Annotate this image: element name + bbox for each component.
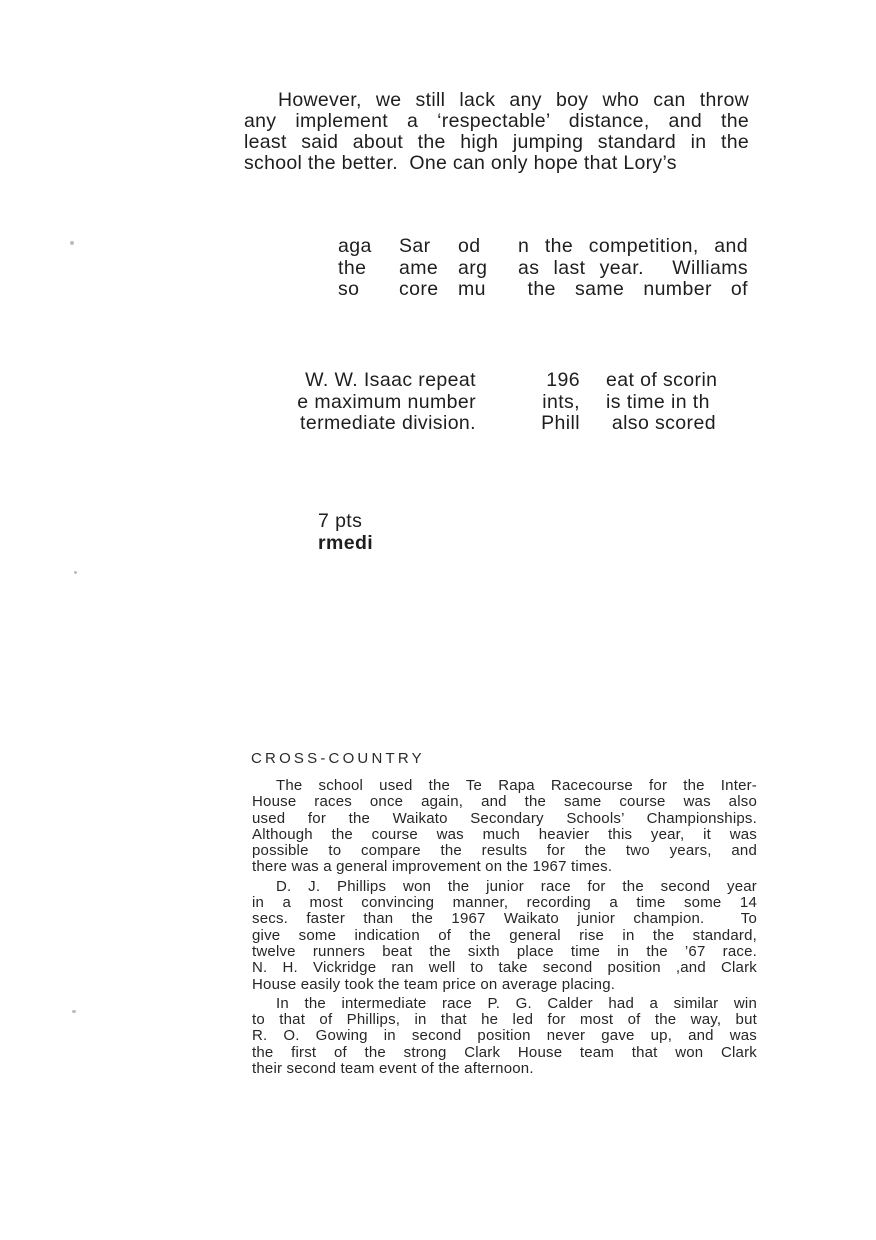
- text-line: R. O. Gowing in second position never gave up, and was: [252, 1027, 757, 1045]
- intro-paragraph: [244, 90, 749, 174]
- fragment-text: 7 pts: [318, 510, 363, 532]
- intro-line: However, we still lack any boy who can throw: [278, 89, 749, 111]
- paragraph: [252, 778, 757, 876]
- text-line: House easily took the team price on average placing.: [252, 975, 616, 993]
- text-line: there was a general improvement on the 1967 times.: [252, 858, 613, 876]
- fragment-column: [338, 236, 372, 301]
- fragment-text: ame: [399, 256, 439, 279]
- fragment-text: as last year. Williams: [518, 256, 748, 279]
- fragment-column: [458, 236, 487, 301]
- text-line: the first of the strong Clark House team that won Clark: [252, 1043, 757, 1061]
- text-line: give some indication of the general rise in the standard,: [252, 926, 757, 944]
- scan-speck: [70, 241, 74, 245]
- text-line: used for the Waikato Secondary Schools’ Championships.: [252, 809, 757, 827]
- fragment-column: [606, 370, 717, 435]
- fragment-text: aga: [338, 235, 372, 257]
- text-line: D. J. Phillips won the junior race for the second year: [276, 877, 757, 895]
- cross-country-body: [252, 778, 757, 1080]
- fragment-text: the same number of: [518, 278, 748, 300]
- fragment-column: [518, 236, 748, 301]
- fragment-text: termediate division.: [300, 412, 476, 434]
- fragment-text: Sar: [399, 235, 431, 257]
- fragment-column: [399, 236, 439, 301]
- paragraph: [252, 879, 757, 993]
- fragment-text: arg: [458, 256, 488, 279]
- fragment-text: rmedi: [318, 531, 374, 554]
- text-line: The school used the Te Rapa Racecourse for the Inter-: [276, 777, 757, 794]
- text-line: In the intermediate race P. G. Calder had a similar win: [276, 994, 757, 1012]
- fragment-text: e maximum number: [297, 390, 476, 413]
- paragraph: [252, 996, 757, 1077]
- text-line: possible to compare the results for the two years, and: [252, 842, 757, 860]
- fragment-column: [264, 370, 476, 435]
- text-line: twelve runners beat the sixth place time in the ’67 race.: [252, 942, 757, 960]
- text-line: their second team event of the afternoon.: [252, 1060, 534, 1078]
- fragment-text: eat of scorin: [606, 369, 718, 391]
- fragment-column: [318, 511, 373, 554]
- fragment-text: ints,: [542, 390, 580, 413]
- text-line: Although the course was much heavier this year, it was: [252, 825, 757, 843]
- fragment-text: W. W. Isaac repeat: [305, 369, 476, 391]
- fragment-text: mu: [458, 278, 486, 300]
- fragment-text: n the competition, and: [518, 235, 748, 257]
- fragment-text: 196: [546, 369, 580, 391]
- text-line: House races once again, and the same course was also: [252, 793, 757, 811]
- fragment-column: [532, 370, 580, 435]
- fragment-text: Phill: [541, 412, 580, 434]
- intro-line: school the better. One can only hope that Lory’s: [244, 152, 677, 174]
- fragment-text: so: [338, 278, 360, 300]
- text-line: in a most convincing manner, recording a time some 14: [252, 894, 757, 912]
- text-line: N. H. Vickridge ran well to take second position ,and Clark: [252, 959, 757, 977]
- fragment-text: is time in th: [606, 390, 710, 413]
- fragment-text: core: [399, 278, 439, 300]
- text-line: to that of Phillips, in that he led for most of the way, but: [252, 1011, 757, 1029]
- intro-line: any implement a ‘respectable’ distance, and the: [244, 110, 749, 132]
- fragment-text: also scored: [606, 412, 716, 434]
- fragment-text: the: [338, 256, 367, 279]
- fragment-text: od: [458, 235, 481, 257]
- intro-line: least said about the high jumping standard in the: [244, 131, 749, 153]
- scan-speck: [72, 1010, 76, 1013]
- scan-speck: [74, 571, 77, 574]
- text-line: secs. faster than the 1967 Waikato junior champion. To: [252, 910, 757, 928]
- section-heading: CROSS-COUNTRY: [251, 750, 425, 767]
